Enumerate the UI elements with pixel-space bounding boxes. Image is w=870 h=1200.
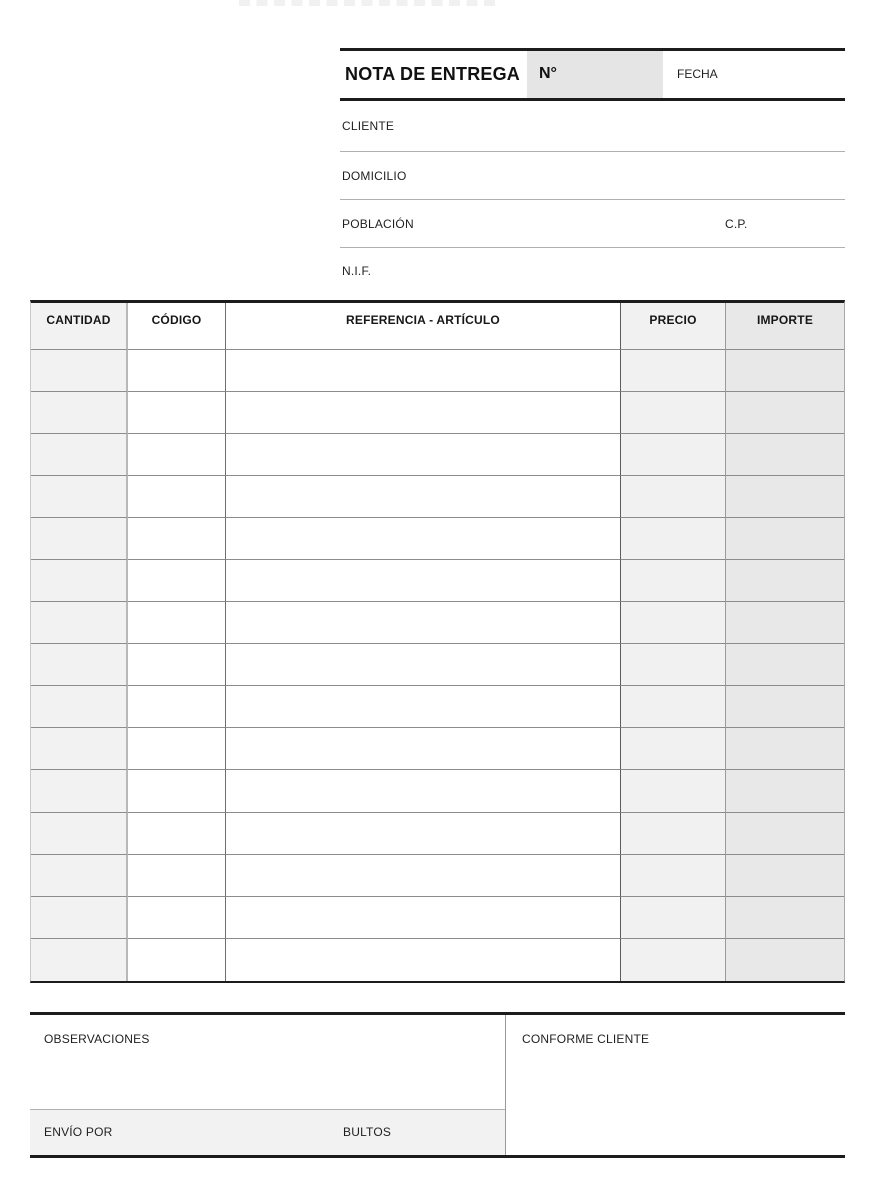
cp-label: C.P. <box>725 216 748 231</box>
item-cell-row7-codigo <box>128 602 226 644</box>
envio-por-label: ENVÍO POR <box>44 1125 113 1139</box>
item-cell-row10-referencia-articulo <box>226 728 621 770</box>
item-cell-row7-referencia-articulo <box>226 602 621 644</box>
form-header <box>340 48 845 101</box>
item-cell-row9-importe <box>726 686 844 728</box>
item-cell-row13-precio <box>621 855 726 897</box>
item-cell-row9-codigo <box>128 686 226 728</box>
item-cell-row3-precio <box>621 434 726 476</box>
item-cell-row11-precio <box>621 770 726 812</box>
item-cell-row7-importe <box>726 602 844 644</box>
item-cell-row3-codigo <box>128 434 226 476</box>
item-cell-row2-codigo <box>128 392 226 434</box>
item-cell-row1-importe <box>726 350 844 392</box>
column-header-importe: IMPORTE <box>726 303 844 350</box>
item-cell-row2-precio <box>621 392 726 434</box>
conforme-cliente-label: CONFORME CLIENTE <box>522 1032 650 1046</box>
field-cliente <box>340 101 845 152</box>
item-cell-row6-referencia-articulo <box>226 560 621 602</box>
item-cell-row5-referencia-articulo <box>226 518 621 560</box>
field-poblacion <box>340 200 845 248</box>
item-cell-row12-importe <box>726 813 844 855</box>
item-cell-row14-referencia-articulo <box>226 897 621 939</box>
date-label: FECHA <box>677 67 718 81</box>
item-cell-row5-cantidad <box>31 518 128 560</box>
field-nif <box>340 248 845 294</box>
column-header-referencia-articulo: REFERENCIA - ARTÍCULO <box>226 303 621 350</box>
item-cell-row7-cantidad <box>31 602 128 644</box>
item-cell-row4-cantidad <box>31 476 128 518</box>
item-cell-row1-referencia-articulo <box>226 350 621 392</box>
item-cell-row9-precio <box>621 686 726 728</box>
item-cell-row8-codigo <box>128 644 226 686</box>
field-domicilio <box>340 152 845 200</box>
item-cell-row3-referencia-articulo <box>226 434 621 476</box>
item-cell-row6-importe <box>726 560 844 602</box>
item-cell-row4-codigo <box>128 476 226 518</box>
item-cell-row10-codigo <box>128 728 226 770</box>
item-cell-row12-codigo <box>128 813 226 855</box>
item-cell-row15-referencia-articulo <box>226 939 621 981</box>
item-cell-row15-cantidad <box>31 939 128 981</box>
item-cell-row13-importe <box>726 855 844 897</box>
item-cell-row1-codigo <box>128 350 226 392</box>
shipping-box <box>30 1109 505 1155</box>
item-cell-row8-importe <box>726 644 844 686</box>
item-cell-row14-codigo <box>128 897 226 939</box>
item-cell-row12-precio <box>621 813 726 855</box>
item-cell-row3-cantidad <box>31 434 128 476</box>
column-header-precio: PRECIO <box>621 303 726 350</box>
item-cell-row10-importe <box>726 728 844 770</box>
poblacion-label: POBLACIÓN <box>342 216 414 231</box>
column-header-cantidad: CANTIDAD <box>31 303 128 350</box>
form-footer <box>30 1012 845 1158</box>
item-cell-row6-codigo <box>128 560 226 602</box>
items-table <box>30 300 845 983</box>
item-cell-row8-precio <box>621 644 726 686</box>
item-cell-row4-referencia-articulo <box>226 476 621 518</box>
item-cell-row1-cantidad <box>31 350 128 392</box>
item-cell-row12-cantidad <box>31 813 128 855</box>
item-cell-row4-precio <box>621 476 726 518</box>
item-cell-row11-cantidad <box>31 770 128 812</box>
item-cell-row7-precio <box>621 602 726 644</box>
item-cell-row14-importe <box>726 897 844 939</box>
item-cell-row2-referencia-articulo <box>226 392 621 434</box>
observations-panel <box>30 1015 505 1155</box>
item-cell-row4-importe <box>726 476 844 518</box>
item-cell-row13-cantidad <box>31 855 128 897</box>
item-cell-row13-referencia-articulo <box>226 855 621 897</box>
nif-label: N.I.F. <box>342 264 372 278</box>
cliente-label: CLIENTE <box>342 119 395 133</box>
item-cell-row5-precio <box>621 518 726 560</box>
item-cell-row8-referencia-articulo <box>226 644 621 686</box>
item-cell-row2-importe <box>726 392 844 434</box>
item-cell-row15-codigo <box>128 939 226 981</box>
item-cell-row10-cantidad <box>31 728 128 770</box>
item-cell-row1-precio <box>621 350 726 392</box>
item-cell-row14-cantidad <box>31 897 128 939</box>
item-cell-row15-importe <box>726 939 844 981</box>
number-label: N° <box>539 65 557 82</box>
item-cell-row8-cantidad <box>31 644 128 686</box>
item-cell-row11-codigo <box>128 770 226 812</box>
item-cell-row11-importe <box>726 770 844 812</box>
item-cell-row2-cantidad <box>31 392 128 434</box>
item-cell-row3-importe <box>726 434 844 476</box>
item-cell-row9-referencia-articulo <box>226 686 621 728</box>
item-cell-row6-precio <box>621 560 726 602</box>
item-cell-row15-precio <box>621 939 726 981</box>
observaciones-label: OBSERVACIONES <box>44 1032 150 1046</box>
customer-approval-panel <box>505 1015 845 1155</box>
column-header-codigo: CÓDIGO <box>128 303 226 350</box>
number-box <box>527 51 663 98</box>
item-cell-row14-precio <box>621 897 726 939</box>
domicilio-label: DOMICILIO <box>342 168 407 183</box>
form-title: NOTA DE ENTREGA <box>345 64 521 84</box>
item-cell-row12-referencia-articulo <box>226 813 621 855</box>
item-cell-row5-importe <box>726 518 844 560</box>
bultos-label: BULTOS <box>343 1125 392 1139</box>
item-cell-row9-cantidad <box>31 686 128 728</box>
item-cell-row6-cantidad <box>31 560 128 602</box>
item-cell-row10-precio <box>621 728 726 770</box>
item-cell-row5-codigo <box>128 518 226 560</box>
client-info <box>340 101 845 294</box>
item-cell-row13-codigo <box>128 855 226 897</box>
item-cell-row11-referencia-articulo <box>226 770 621 812</box>
perforation-marks <box>239 0 499 6</box>
